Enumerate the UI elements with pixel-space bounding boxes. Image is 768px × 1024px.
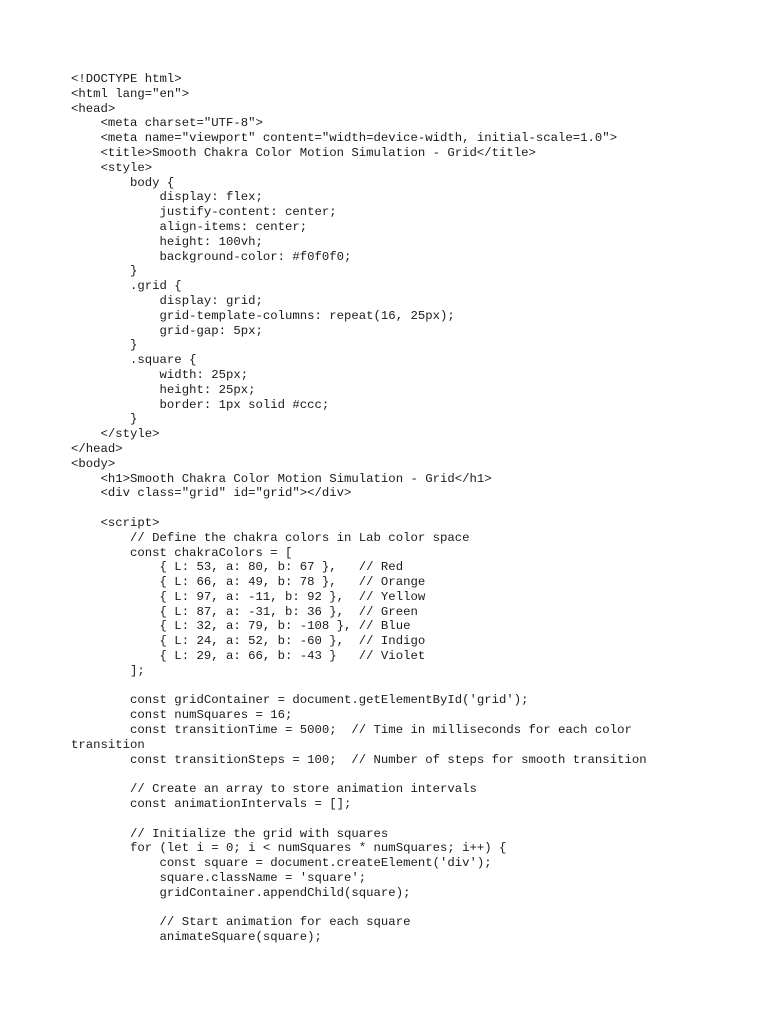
code-line: { L: 29, a: 66, b: -43 } // Violet — [71, 649, 426, 664]
code-line — [71, 901, 751, 916]
code-line: <meta name="viewport" content="width=device-width, initial-scale=1.0"> — [71, 131, 618, 146]
code-line: square.className = 'square'; — [71, 871, 367, 886]
code-line: { L: 66, a: 49, b: 78 }, // Orange — [71, 575, 426, 590]
code-line: { L: 97, a: -11, b: 92 }, // Yellow — [71, 589, 426, 604]
code-line: ]; — [71, 663, 145, 678]
code-line: // Define the chakra colors in Lab color space — [71, 530, 470, 545]
code-line: for (let i = 0; i < numSquares * numSquares; i++) { — [71, 841, 507, 856]
code-line: .square { — [71, 353, 197, 368]
code-line: body { — [71, 175, 175, 190]
code-line: <html lang="en"> — [71, 86, 190, 101]
code-listing — [71, 72, 751, 945]
code-line: <h1>Smooth Chakra Color Motion Simulation - Grid</h1> — [71, 471, 492, 486]
code-line: { L: 87, a: -31, b: 36 }, // Green — [71, 604, 418, 619]
code-line: } — [71, 338, 138, 353]
code-line: { L: 53, a: 80, b: 67 }, // Red — [71, 560, 404, 575]
code-line: <script> — [71, 515, 160, 530]
code-line: align-items: center; — [71, 219, 308, 234]
code-line: </head> — [71, 441, 123, 456]
code-line: <body> — [71, 456, 116, 471]
code-line: } — [71, 412, 138, 427]
code-line: { L: 32, a: 79, b: -108 }, // Blue — [71, 619, 411, 634]
code-line — [71, 501, 751, 516]
code-line: width: 25px; — [71, 367, 249, 382]
code-line: const transitionSteps = 100; // Number of steps for smooth transition — [71, 752, 647, 767]
code-line: display: flex; — [71, 190, 263, 205]
code-line — [71, 767, 751, 782]
code-line: .grid { — [71, 279, 182, 294]
code-line: height: 25px; — [71, 382, 256, 397]
code-line: height: 100vh; — [71, 234, 263, 249]
code-line: <head> — [71, 101, 116, 116]
code-line: gridContainer.appendChild(square); — [71, 885, 411, 900]
code-line — [71, 679, 751, 694]
code-line: <!DOCTYPE html> — [71, 72, 182, 86]
code-line: border: 1px solid #ccc; — [71, 397, 330, 412]
code-line: const chakraColors = [ — [71, 545, 293, 560]
code-line: const transitionTime = 5000; // Time in milliseconds for each color — [71, 723, 632, 738]
code-line: transition — [71, 737, 145, 752]
code-line — [71, 812, 751, 827]
code-line: const animationIntervals = []; — [71, 797, 352, 812]
code-line: justify-content: center; — [71, 205, 337, 220]
code-line: grid-gap: 5px; — [71, 323, 263, 338]
code-line: animateSquare(square); — [71, 930, 322, 945]
code-line: <style> — [71, 160, 153, 175]
code-line: // Create an array to store animation intervals — [71, 782, 477, 797]
code-line: <meta charset="UTF-8"> — [71, 116, 263, 131]
code-line: const gridContainer = document.getElementById('grid'); — [71, 693, 529, 708]
code-line: } — [71, 264, 138, 279]
code-line: </style> — [71, 427, 160, 442]
code-line: // Start animation for each square — [71, 915, 411, 930]
code-line: <div class="grid" id="grid"></div> — [71, 486, 352, 501]
code-line: background-color: #f0f0f0; — [71, 249, 352, 264]
code-line: const numSquares = 16; — [71, 708, 293, 723]
code-line: const square = document.createElement('div'); — [71, 856, 492, 871]
code-line: grid-template-columns: repeat(16, 25px); — [71, 308, 455, 323]
code-line: // Initialize the grid with squares — [71, 826, 389, 841]
code-line: { L: 24, a: 52, b: -60 }, // Indigo — [71, 634, 426, 649]
code-line: <title>Smooth Chakra Color Motion Simulation - Grid</title> — [71, 145, 536, 160]
code-line: display: grid; — [71, 293, 263, 308]
